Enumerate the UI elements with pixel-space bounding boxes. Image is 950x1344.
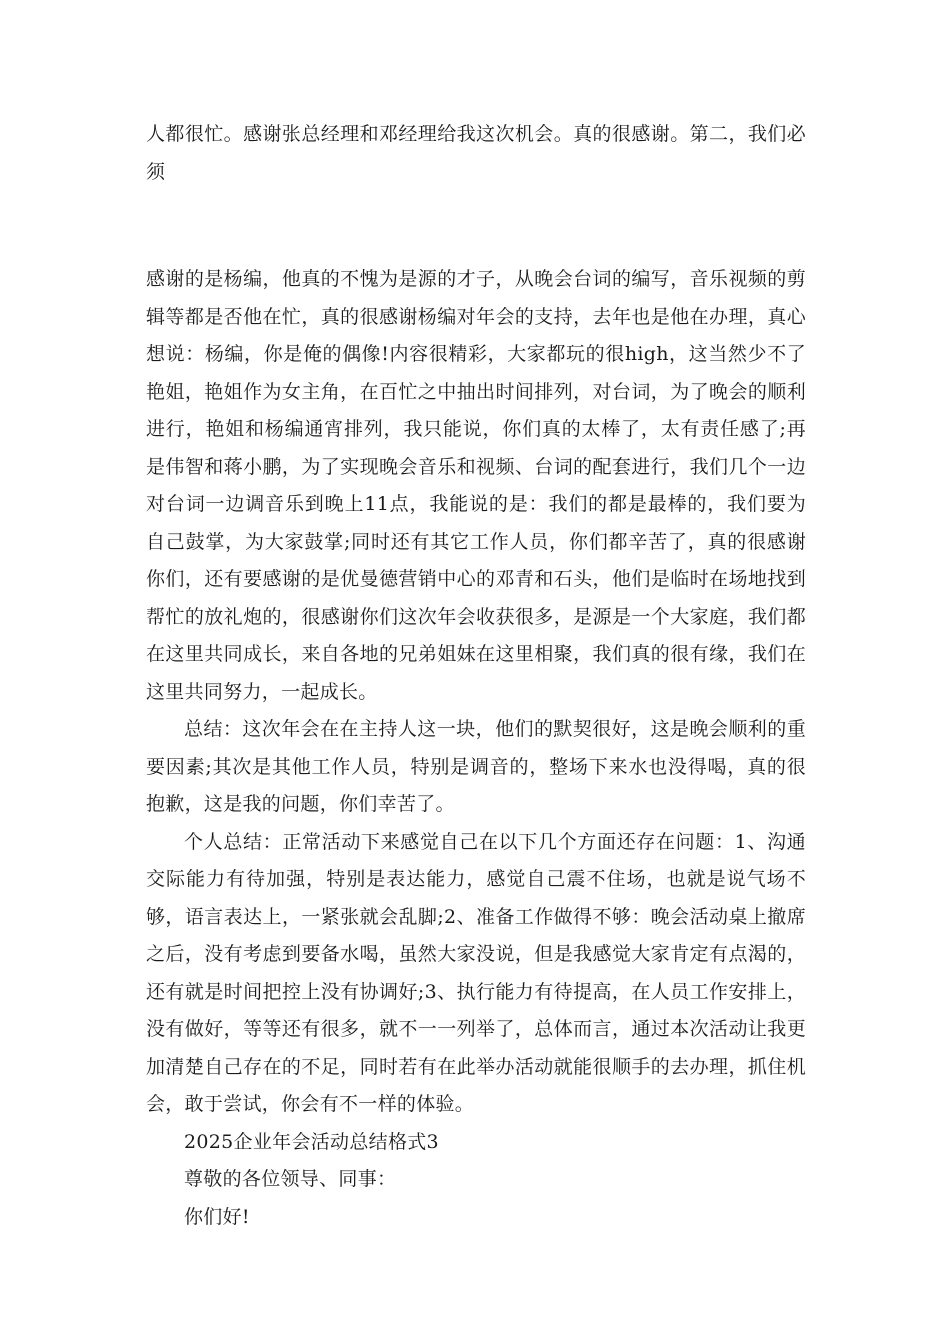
top-fragment-paragraph: 人都很忙。感谢张总经理和邓经理给我这次机会。真的很感谢。第二，我们必须 (146, 123, 806, 183)
main-text-block (146, 261, 806, 1236)
top-fragment-block (146, 116, 806, 191)
greeting: 你们好! (184, 1205, 250, 1228)
summary-paragraph: 总结：这次年会在在主持人这一块，他们的默契很好，这是晚会顺利的重要因素;其次是其他工作人员，特别是调音的，整场下来水也没得喝，真的很抱歉，这是我的问题，你们幸苦了。 (146, 718, 806, 815)
personal-summary-paragraph: 个人总结：正常活动下来感觉自己在以下几个方面还存在问题：1、沟通交际能力有待加强，特别是表达能力，感觉自己震不住场，也就是说气场不够，语言表达上，一紧张就会乱脚;2、准备工作做得不够：晚会活动桌上撤席之后，没有考虑到要备水喝，虽然大家没说，但是我感觉大家肯定有点渴的，还有就是时间把控上没有协调好;3、执行能力有待提高，在人员工作安排上，没有做好，等等还有很多，就不一一列举了，总体而言，通过本次活动让我更加清楚自己存在的不足，同时若有在此举办活动就能很顺手的去办理，抓住机会，敢于尝试，你会有不一样的体验。 (146, 830, 806, 1115)
salutation: 尊敬的各位领导、同事： (184, 1168, 397, 1190)
thanks-paragraph: 感谢的是杨编，他真的不愧为是源的才子，从晚会台词的编写，音乐视频的剪辑等都是否他在忙，真的很感谢杨编对年会的支持，去年也是他在办理，真心想说：杨编，你是俺的偶像!内容很精彩，大家都玩的很high，这当然少不了艳姐，艳姐作为女主角，在百忙之中抽出时间排列，对台词，为了晚会的顺利进行，艳姐和杨编通宵排列，我只能说，你们真的太棒了，太有责任感了;再是伟智和蒋小鹏，为了实现晚会音乐和视频、台词的配套进行，我们几个一边对台词一边调音乐到晚上11点，我能说的是：我们的都是最棒的，我们要为自己鼓掌，为大家鼓掌;同时还有其它工作人员，你们都辛苦了，真的很感谢你们，还有要感谢的是优曼德营销中心的邓青和石头，他们是临时在场地找到帮忙的放礼炮的，很感谢你们这次年会收获很多，是源是一个大家庭，我们都在这里共同成长，来自各地的兄弟姐妹在这里相聚，我们真的很有缘，我们在这里共同努力，一起成长。 (146, 268, 806, 703)
section-title: 2025企业年会活动总结格式3 (184, 1130, 439, 1153)
